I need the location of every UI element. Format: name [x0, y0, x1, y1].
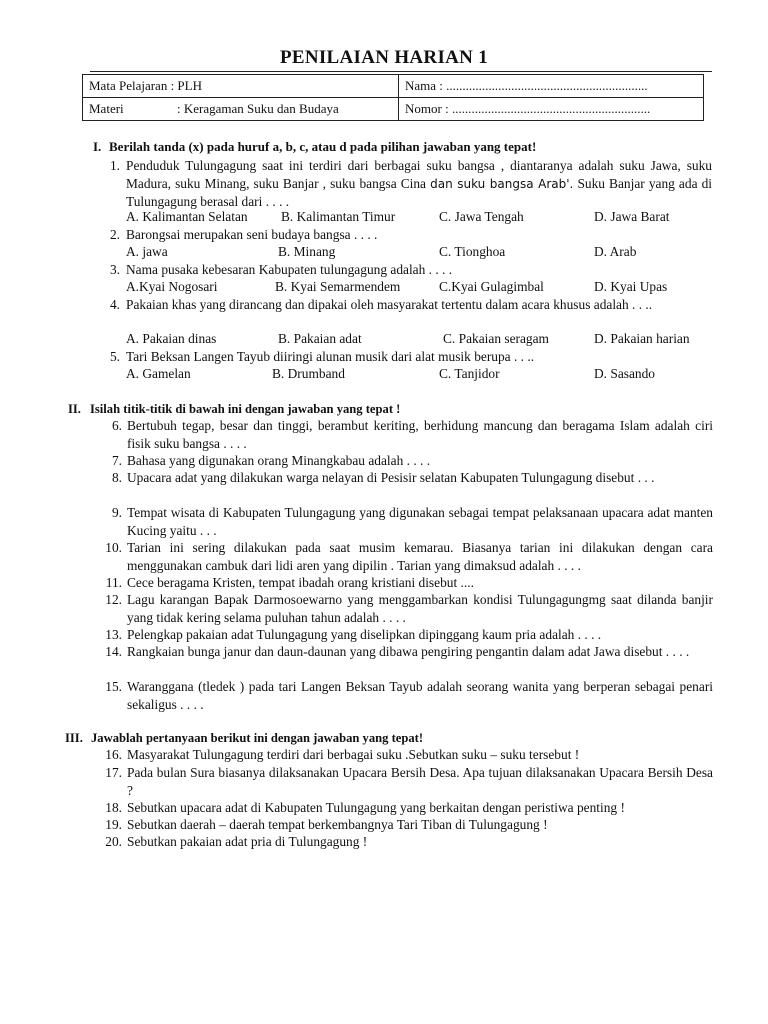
- question-number: 17.: [105, 765, 122, 780]
- option-d[interactable]: D. Sasando: [594, 366, 655, 381]
- question-1: [109, 157, 713, 211]
- option-c[interactable]: C. Tionghoa: [439, 244, 506, 259]
- question-text: Nama pusaka kebesaran Kabupaten tulungagung adalah . . . .: [126, 262, 453, 277]
- question-text: Sebutkan daerah – daerah tempat berkembangnya Tari Tiban di Tulungagung !: [127, 817, 548, 832]
- question-11: [105, 574, 713, 592]
- question-18: [105, 799, 713, 817]
- question-number: 3.: [109, 262, 120, 277]
- question-2-options: [126, 244, 766, 262]
- subject-cell: Mata Pelajaran : PLH: [83, 75, 399, 98]
- question-number: 4.: [109, 297, 120, 312]
- question-number: 6.: [111, 418, 122, 433]
- question-number: 7.: [111, 453, 122, 468]
- question-number: 20.: [105, 834, 122, 849]
- section-2-number: II.: [68, 402, 81, 416]
- material-label: Materi: [89, 101, 124, 116]
- option-a[interactable]: A. Gamelan: [126, 366, 191, 381]
- question-text: [126, 157, 712, 211]
- question-text: Tarian ini sering dilakukan pada saat musim kemarau. Biasanya tarian ini dilakukan dengan cara menggunakan cambuk dari lidi aren yang dipilin . Tarian yang dimaksud adalah . . . .: [127, 540, 713, 573]
- title-underline: [90, 71, 712, 72]
- question-number: 5.: [109, 349, 120, 364]
- info-row-2: [83, 98, 704, 121]
- section-2-heading: [68, 402, 400, 417]
- number-field: Nomor : .............................................................: [399, 98, 704, 121]
- question-text: Bertubuh tegap, besar dan tinggi, berambut keriting, berhidung mancung dan beragama Islam adalah ciri fisik suku bangsa . . . .: [127, 418, 713, 451]
- question-text-part: Penduduk Tulungagung saat ini terdiri dari berbagai suku bangsa , diantaranya adalah suku Jawa, suku Madura, suku Minang, suku Banjar , suku bangsa Cina: [126, 158, 712, 191]
- question-number: 11.: [105, 575, 122, 590]
- question-19: [105, 816, 713, 834]
- question-8: [111, 469, 713, 487]
- question-text: Bahasa yang digunakan orang Minangkabau adalah . . . .: [127, 453, 431, 468]
- section-1-number: I.: [93, 139, 102, 154]
- question-number: 10.: [105, 540, 122, 555]
- question-number: 9.: [111, 505, 122, 520]
- option-c[interactable]: C.Kyai Gulagimbal: [439, 279, 544, 294]
- option-d[interactable]: D. Arab: [594, 244, 637, 259]
- section-1-instruction: Berilah tanda (x) pada huruf a, b, c, atau d pada pilihan jawaban yang tepat!: [109, 139, 537, 154]
- question-1-options: [126, 209, 766, 227]
- option-b[interactable]: B. Pakaian adat: [278, 331, 362, 346]
- question-14: [105, 643, 713, 661]
- question-4: [109, 296, 712, 314]
- question-20: [105, 833, 713, 851]
- material-value: : Keragaman Suku dan Budaya: [177, 101, 339, 116]
- question-number: 15.: [105, 679, 122, 694]
- question-text-part: Suku Banjar yang ada di Tulungagung berasal dari . . . .: [126, 175, 713, 209]
- info-row-1: [83, 75, 704, 98]
- question-text: Masyarakat Tulungagung terdiri dari berbagai suku .Sebutkan suku – suku tersebut !: [127, 747, 580, 762]
- question-number: 12.: [105, 592, 122, 607]
- option-a[interactable]: A. Pakaian dinas: [126, 331, 217, 346]
- option-a[interactable]: A.Kyai Nogosari: [126, 279, 218, 294]
- question-text: Lagu karangan Bapak Darmosoewarno yang menggambarkan kondisi Tulungagungmg saat dilanda banjir yang tidak kering selama puluhan tahun adalah . . . .: [127, 592, 713, 625]
- option-d[interactable]: D. Kyai Upas: [594, 279, 668, 294]
- question-10: [105, 539, 713, 574]
- question-text: Barongsai merupakan seni budaya bangsa . . . .: [126, 227, 378, 242]
- question-text: Upacara adat yang dilakukan warga nelayan di Pesisir selatan Kabupaten Tulungagung disebut . . .: [127, 470, 655, 485]
- section-3-instruction: Jawablah pertanyaan berikut ini dengan jawaban yang tepat!: [91, 731, 424, 745]
- question-number: 16.: [105, 747, 122, 762]
- option-c[interactable]: C. Tanjidor: [439, 366, 500, 381]
- question-16: [105, 746, 713, 764]
- option-c[interactable]: C. Pakaian seragam: [443, 331, 549, 346]
- option-b[interactable]: B. Kyai Semarmendem: [275, 279, 401, 294]
- option-c[interactable]: C. Jawa Tengah: [439, 209, 524, 224]
- option-d[interactable]: D. Jawa Barat: [594, 209, 670, 224]
- section-3-number: III.: [65, 731, 83, 745]
- question-number: 1.: [109, 158, 120, 173]
- question-text: Pelengkap pakaian adat Tulungagung yang diselipkan dipinggang kaum pria adalah . . . .: [127, 627, 602, 642]
- question-text: Waranggana (tledek ) pada tari Langen Beksan Tayub adalah seorang wanita yang berperan sebagai penari sekaligus . . . .: [127, 679, 713, 712]
- option-a[interactable]: A. jawa: [126, 244, 168, 259]
- section-2-instruction: Isilah titik-titik di bawah ini dengan jawaban yang tepat !: [90, 402, 401, 416]
- page-title: PENILAIAN HARIAN 1: [279, 47, 489, 68]
- question-5: [109, 348, 712, 366]
- question-text: Rangkaian bunga janur dan daun-daunan yang dibawa pengiring pengantin dalam adat Jawa disebut . . . .: [127, 644, 690, 659]
- question-3: [109, 261, 712, 279]
- question-2: [109, 226, 712, 244]
- question-number: 8.: [111, 470, 122, 485]
- question-15: [105, 678, 713, 713]
- option-b[interactable]: B. Kalimantan Timur: [281, 209, 396, 224]
- question-3-options: [126, 279, 766, 297]
- question-number: 2.: [109, 227, 120, 242]
- question-5-options: [126, 366, 766, 384]
- question-9: [111, 504, 713, 539]
- question-12: [105, 591, 713, 626]
- question-6: [111, 417, 713, 452]
- option-b[interactable]: B. Drumband: [272, 366, 345, 381]
- question-text-part-alt-font: dan suku bangsa Arab'.: [430, 176, 574, 191]
- section-3-heading: [65, 731, 423, 746]
- question-7: [111, 452, 713, 470]
- question-text: Pakaian khas yang dirancang dan dipakai oleh masyarakat tertentu dalam acara khusus adalah . . ..: [126, 297, 653, 312]
- student-info-table: [82, 74, 704, 121]
- question-4-options: [126, 331, 766, 349]
- option-a[interactable]: A. Kalimantan Selatan: [126, 209, 248, 224]
- question-text: Sebutkan pakaian adat pria di Tulungagung !: [127, 834, 368, 849]
- section-1-heading: [93, 139, 536, 155]
- question-17: [105, 764, 713, 799]
- question-number: 18.: [105, 800, 122, 815]
- question-text: Sebutkan upacara adat di Kabupaten Tulungagung yang berkaitan dengan peristiwa penting !: [127, 800, 625, 815]
- question-text: Tempat wisata di Kabupaten Tulungagung yang digunakan sebagai tempat pelaksanaan upacara adat manten Kucing yaitu . . .: [127, 505, 713, 538]
- material-cell: [83, 98, 399, 121]
- option-b[interactable]: B. Minang: [278, 244, 336, 259]
- question-number: 13.: [105, 627, 122, 642]
- name-field: Nama : ..............................................................: [399, 75, 704, 98]
- question-number: 19.: [105, 817, 122, 832]
- question-13: [105, 626, 713, 644]
- option-d[interactable]: D. Pakaian harian: [594, 331, 690, 346]
- question-number: 14.: [105, 644, 122, 659]
- question-text: Tari Beksan Langen Tayub diiringi alunan musik dari alat musik berupa . . ..: [126, 349, 535, 364]
- question-text: Pada bulan Sura biasanya dilaksanakan Upacara Bersih Desa. Apa tujuan dilaksanakan Upacara Bersih Desa ?: [127, 765, 713, 798]
- question-text: Cece beragama Kristen, tempat ibadah orang kristiani disebut ....: [127, 575, 474, 590]
